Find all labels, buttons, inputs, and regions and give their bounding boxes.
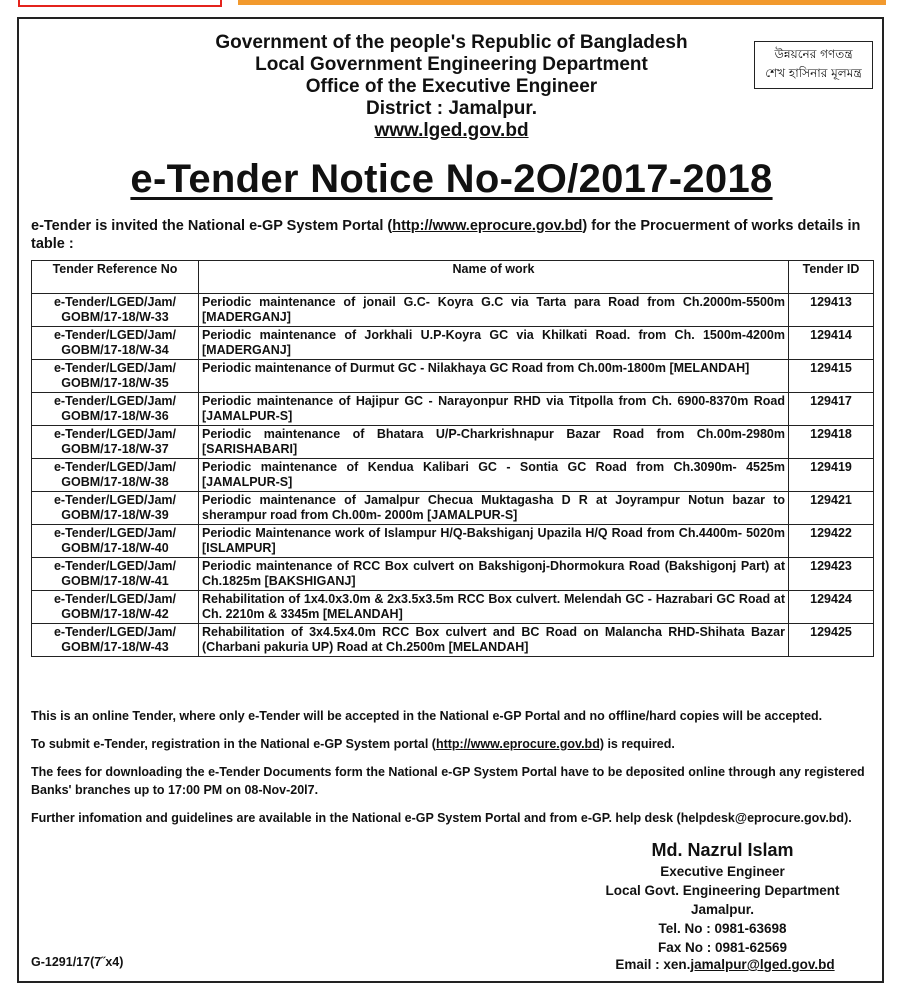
tender-id-cell: 129418: [789, 426, 874, 459]
tender-ref-cell: e-Tender/LGED/Jam/ GOBM/17-18/W-34: [32, 327, 199, 360]
note-guidelines: Further infomation and guidelines are available in the National e-GP System Portal and from e-GP. help desk (helpdesk@eprocure.gov.bd).: [31, 811, 852, 825]
tender-ref-cell: e-Tender/LGED/Jam/ GOBM/17-18/W-36: [32, 393, 199, 426]
signatory-name: Md. Nazrul Islam: [651, 840, 794, 860]
email-link[interactable]: jamalpur@lged.gov.bd: [690, 957, 835, 972]
note-reg-before: To submit e-Tender, registration in the National e-GP System portal (: [31, 737, 436, 751]
note-online: This is an online Tender, where only e-Tender will be accepted in the National e-GP Portal and no offline/hard copies will be accepted.: [31, 709, 823, 723]
slogan-box: [754, 41, 873, 89]
header-line-3: Office of the Executive Engineer: [305, 76, 598, 97]
table-row: [32, 492, 874, 525]
tender-id-cell: 129423: [789, 558, 874, 591]
top-left-bar: [18, 0, 222, 7]
tender-id-cell: 129413: [789, 294, 874, 327]
tender-ref-cell: e-Tender/LGED/Jam/ GOBM/17-18/W-39: [32, 492, 199, 525]
tender-id-cell: 129424: [789, 591, 874, 624]
table-header-row: [32, 261, 874, 294]
note-reg-after: ) is required.: [599, 737, 675, 751]
work-name-cell: Rehabilitation of 3x4.5x4.0m RCC Box culvert and BC Road on Malancha RHD-Shihata Bazar (Charbani pakuria UP) Road at Ch.2500m [MELANDAH]: [199, 624, 789, 657]
tender-ref-cell: e-Tender/LGED/Jam/ GOBM/17-18/W-37: [32, 426, 199, 459]
signatory-place: Jamalpur.: [690, 902, 755, 917]
signatory-fax: Fax No : 0981-62569: [657, 940, 788, 955]
publication-code: G-1291/17(7˝x4): [31, 955, 124, 969]
table-row: [32, 624, 874, 657]
slogan-line-2: শেখ হাসিনার মূলমন্ত্র: [765, 66, 862, 80]
table-row: [32, 360, 874, 393]
notes: [31, 707, 877, 837]
work-name-cell: Periodic Maintenance work of Islampur H/Q-Bakshiganj Upazila H/Q Road from Ch.4400m- 5020m [ISLAMPUR]: [199, 525, 789, 558]
signature-block: [590, 838, 855, 957]
work-name-cell: Periodic maintenance of Jamalpur Checua Muktagasha D R at Joyrampur Notun bazar to sherampur road from Ch.00m- 2000m [JAMALPUR-S]: [199, 492, 789, 525]
header-line-1: Government of the people's Republic of Bangladesh: [215, 32, 688, 53]
tender-id-cell: 129419: [789, 459, 874, 492]
work-name-cell: Periodic maintenance of Durmut GC - Nilakhaya GC Road from Ch.00m-1800m [MELANDAH]: [199, 360, 789, 393]
table-row: [32, 327, 874, 360]
tender-ref-cell: e-Tender/LGED/Jam/ GOBM/17-18/W-41: [32, 558, 199, 591]
tender-ref-cell: e-Tender/LGED/Jam/ GOBM/17-18/W-33: [32, 294, 199, 327]
intro-text: [31, 217, 877, 253]
table-row: [32, 294, 874, 327]
work-name-cell: Periodic maintenance of Jorkhali U.P-Koyra GC via Khilkati Road. from Ch. 1500m-4200m [MADERGANJ]: [199, 327, 789, 360]
header-work: Name of work: [199, 261, 789, 294]
tender-ref-cell: e-Tender/LGED/Jam/ GOBM/17-18/W-43: [32, 624, 199, 657]
work-name-cell: Periodic maintenance of Hajipur GC - Narayonpur RHD via Titpolla from Ch. 6900-8370m Road [JAMALPUR-S]: [199, 393, 789, 426]
tender-id-cell: 129415: [789, 360, 874, 393]
table-row: [32, 525, 874, 558]
header-id: Tender ID: [789, 261, 874, 294]
signatory-tel: Tel. No : 0981-63698: [658, 921, 787, 936]
website-link[interactable]: www.lged.gov.bd: [374, 120, 529, 141]
table-row: [32, 393, 874, 426]
signatory-email: [560, 957, 890, 972]
tender-ref-cell: e-Tender/LGED/Jam/ GOBM/17-18/W-42: [32, 591, 199, 624]
header-line-2: Local Government Engineering Department: [255, 54, 648, 75]
tender-ref-cell: e-Tender/LGED/Jam/ GOBM/17-18/W-35: [32, 360, 199, 393]
table-row: [32, 558, 874, 591]
tender-id-cell: 129421: [789, 492, 874, 525]
table-row: [32, 591, 874, 624]
note-registration: [31, 735, 877, 753]
tender-id-cell: 129422: [789, 525, 874, 558]
tender-id-cell: 129417: [789, 393, 874, 426]
top-right-bar: [238, 0, 886, 5]
work-name-cell: Periodic maintenance of jonail G.C- Koyra G.C via Tarta para Road from Ch.2000m-5500m [MADERGANJ]: [199, 294, 789, 327]
signatory-department: Local Govt. Engineering Department: [605, 883, 840, 898]
tender-ref-cell: e-Tender/LGED/Jam/ GOBM/17-18/W-40: [32, 525, 199, 558]
tender-id-cell: 129414: [789, 327, 874, 360]
table-row: [32, 459, 874, 492]
email-label: Email : xen.: [615, 957, 691, 972]
eprocure-link[interactable]: http://www.eprocure.gov.bd: [392, 218, 583, 234]
work-name-cell: Rehabilitation of 1x4.0x3.0m & 2x3.5x3.5m RCC Box culvert. Melendah GC - Hazrabari GC Road at Ch. 2210m & 3345m [MELANDAH]: [199, 591, 789, 624]
notice-title: e-Tender Notice No-2O/2017-2018: [130, 157, 773, 201]
work-name-cell: Periodic maintenance of Bhatara U/P-Charkrishnapur Bazar Road from Ch.00m-2980m [SARISHABARI]: [199, 426, 789, 459]
signatory-designation: Executive Engineer: [660, 864, 785, 879]
tender-table: [31, 260, 874, 657]
header-ref: Tender Reference No: [32, 261, 199, 294]
header-line-4: District : Jamalpur.: [365, 98, 538, 119]
table-row: [32, 426, 874, 459]
intro-after: ) for the Procuerment of works details in table :: [31, 218, 861, 252]
tender-id-cell: 129425: [789, 624, 874, 657]
slogan-line-1: উন্নয়নের গণতন্ত্র: [774, 47, 853, 61]
work-name-cell: Periodic maintenance of RCC Box culvert on Bakshigonj-Dhormokura Road (Bakshigonj Part) at Ch.1825m [BAKSHIGANJ]: [199, 558, 789, 591]
work-name-cell: Periodic maintenance of Kendua Kalibari GC - Sontia GC Road from Ch.3090m- 4525m [JAMALPUR-S]: [199, 459, 789, 492]
tender-ref-cell: e-Tender/LGED/Jam/ GOBM/17-18/W-38: [32, 459, 199, 492]
note-fees: The fees for downloading the e-Tender Documents form the National e-GP System Portal have to be deposited online through any registered Banks' branches up to 17:00 PM on 08-Nov-20l7.: [31, 765, 865, 797]
intro-before: e-Tender is invited the National e-GP System Portal (: [31, 218, 393, 234]
eprocure-link-2[interactable]: http://www.eprocure.gov.bd: [435, 737, 600, 751]
